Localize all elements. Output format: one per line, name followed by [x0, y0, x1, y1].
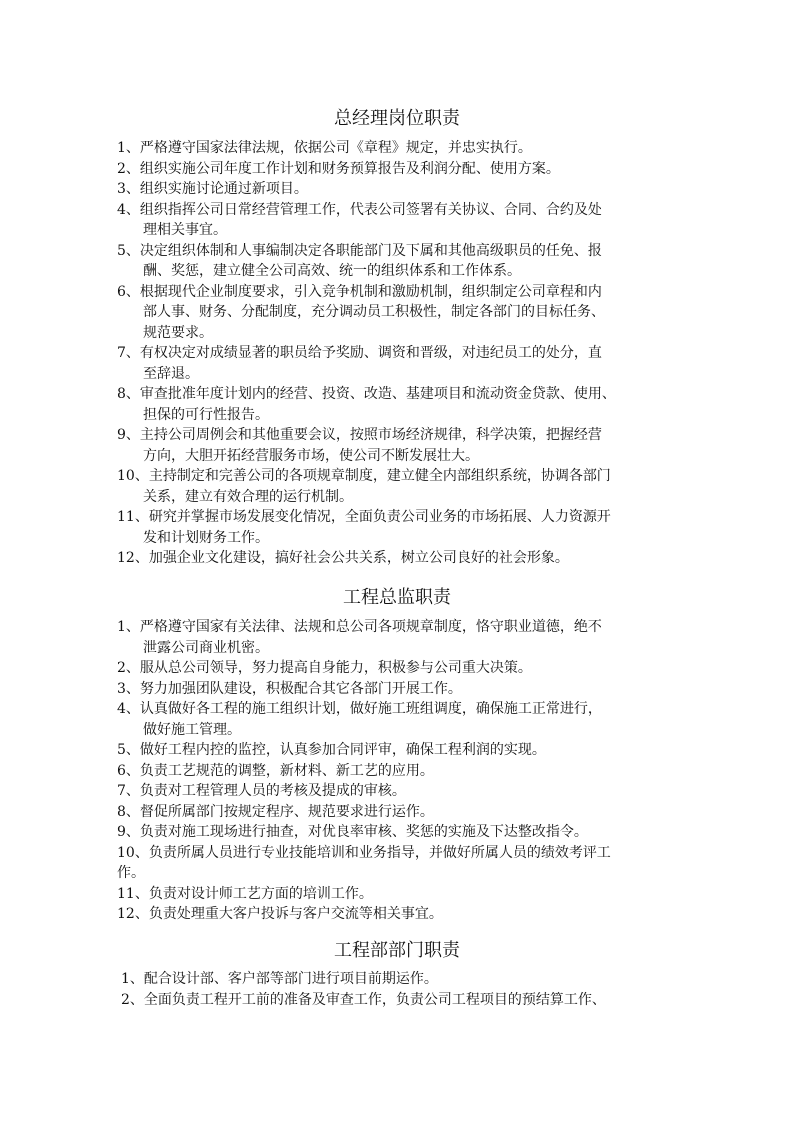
- list-item-text: 3、组织实施讨论通过新项目。: [117, 181, 308, 197]
- list-item-text: 9、负责对施工现场进行抽查，对优良率审核、奖惩的实施及下达整改指令。: [117, 824, 588, 840]
- list-item: [117, 179, 687, 200]
- list-item-continuation: 作。: [117, 865, 145, 881]
- list-item-text: 7、负责对工程管理人员的考核及提成的审核。: [117, 783, 406, 799]
- list-item-text: 1、严格遵守国家有关法律、法规和总公司各项规章制度，恪守职业道德，绝不: [117, 619, 602, 635]
- list-item: [117, 658, 687, 679]
- list-item: [117, 761, 687, 782]
- list-item-text: 7、有权决定对成绩显著的职员给予奖励、调资和晋级，对违纪员工的处分，直: [117, 345, 602, 361]
- list-item: [117, 679, 687, 700]
- list-item-text: 10、主持制定和完善公司的各项规章制度，建立健全内部组织系统，协调各部门: [117, 468, 611, 484]
- list-item-text: 2、服从总公司领导，努力提高自身能力，积极参与公司重大决策。: [117, 660, 532, 676]
- list-item: [117, 507, 687, 548]
- list-item: [117, 343, 687, 384]
- list-item-text: 4、认真做好各工程的施工组织计划，做好施工班组调度，确保施工正常进行，: [117, 701, 602, 717]
- section-title-general-manager: 总经理岗位职责: [334, 108, 460, 129]
- list-item-text: 6、负责工艺规范的调整，新材料、新工艺的应用。: [117, 762, 434, 779]
- list-item-text: 1、严格遵守国家法律法规，依据公司《章程》规定，并忠实执行。: [117, 140, 532, 156]
- list-item: [117, 802, 687, 823]
- list-item-text: 4、组织指挥公司日常经营管理工作，代表公司签署有关协议、合同、合约及处: [117, 201, 602, 218]
- duty-list-general-manager: [117, 138, 687, 569]
- list-item-text: 11、负责对设计师工艺方面的培训工作。: [117, 885, 373, 902]
- list-item-continuation: 做好施工管理。: [143, 721, 241, 738]
- list-item: [117, 843, 687, 884]
- list-item-continuation: 至辞退。: [143, 365, 199, 382]
- list-item: [117, 617, 687, 658]
- list-item: [117, 425, 687, 466]
- list-item-continuation: 理相关事宜。: [143, 222, 227, 238]
- list-item-continuation: 规范要求。: [143, 324, 213, 341]
- list-item-text: 12、负责处理重大客户投诉与客户交流等相关事宜。: [117, 906, 443, 922]
- list-item-text: 2、全面负责工程开工前的准备及审查工作，负责公司工程项目的预结算工作、: [121, 991, 606, 1008]
- list-item-text: 8、审查批准年度计划内的经营、投资、改造、基建项目和流动资金贷款、使用、: [117, 386, 616, 402]
- list-item: [117, 904, 687, 925]
- list-item-text: 11、研究并掌握市场发展变化情况，全面负责公司业务的市场拓展、人力资源开: [117, 509, 611, 525]
- list-item-text: 10、负责所属人员进行专业技能培训和业务指导，并做好所属人员的绩效考评工: [117, 844, 611, 861]
- list-item-text: 6、根据现代企业制度要求，引入竞争机制和激励机制，组织制定公司章程和内: [117, 283, 602, 300]
- list-item-continuation: 方向，大胆开拓经营服务市场，使公司不断发展壮大。: [143, 447, 479, 464]
- list-item: [117, 138, 687, 159]
- list-item: [117, 548, 687, 569]
- list-item: [117, 699, 687, 740]
- list-item-text: 3、努力加强团队建设，积极配合其它各部门开展工作。: [117, 680, 462, 697]
- duty-list-engineering-director: [117, 617, 687, 925]
- list-item-text: 1、配合设计部、客户部等部门进行项目前期运作。: [121, 971, 438, 987]
- list-item-text: 12、加强企业文化建设，搞好社会公共关系，树立公司良好的社会形象。: [117, 550, 569, 566]
- list-item-continuation: 关系，建立有效合理的运行机制。: [143, 488, 353, 505]
- section-title-engineering-director: 工程总监职责: [343, 587, 451, 608]
- list-item-continuation: 担保的可行性报告。: [143, 406, 269, 423]
- duty-list-engineering-department: [121, 969, 691, 1010]
- list-item: [117, 159, 687, 180]
- list-item: [117, 781, 687, 802]
- list-item: [121, 969, 691, 990]
- list-item: [117, 282, 687, 344]
- list-item-continuation: 酬、奖惩，建立健全公司高效、统一的组织体系和工作体系。: [143, 263, 521, 279]
- list-item-continuation: 部人事、财务、分配制度，充分调动员工积极性，制定各部门的目标任务、: [143, 304, 605, 320]
- list-item-text: 8、督促所属部门按规定程序、规范要求进行运作。: [117, 803, 434, 820]
- section-title-engineering-department: 工程部部门职责: [334, 940, 460, 961]
- list-item: [117, 466, 687, 507]
- list-item-continuation: 泄露公司商业机密。: [143, 639, 269, 656]
- list-item: [117, 822, 687, 843]
- list-item-text: 2、组织实施公司年度工作计划和财务预算报告及利润分配、使用方案。: [117, 160, 560, 177]
- list-item-text: 9、主持公司周例会和其他重要会议，按照市场经济规律，科学决策，把握经营: [117, 427, 602, 443]
- list-item-text: 5、决定组织体制和人事编制决定各职能部门及下属和其他高级职员的任免、报: [117, 242, 602, 259]
- list-item-text: 5、做好工程内控的监控，认真参加合同评审，确保工程利润的实现。: [117, 742, 546, 758]
- list-item-continuation: 发和计划财务工作。: [143, 529, 269, 546]
- list-item: [117, 884, 687, 905]
- list-item: [117, 200, 687, 241]
- list-item: [117, 384, 687, 425]
- list-item: [117, 241, 687, 282]
- list-item: [121, 990, 691, 1011]
- list-item: [117, 740, 687, 761]
